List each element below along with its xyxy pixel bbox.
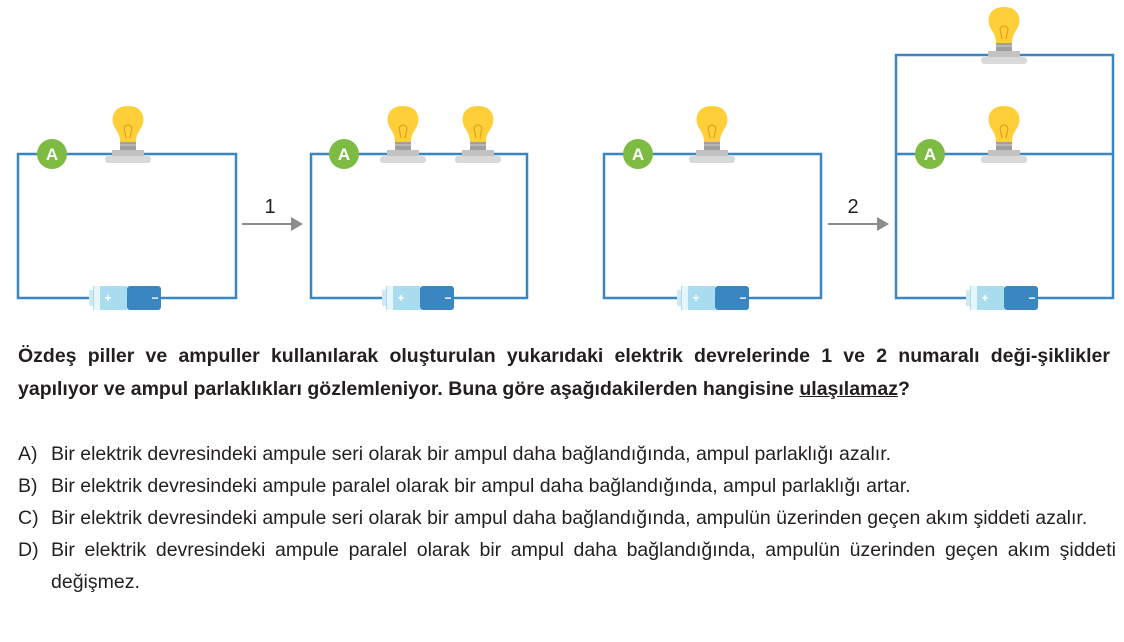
svg-text:+: + bbox=[692, 291, 700, 305]
svg-text:+: + bbox=[397, 291, 405, 305]
circuit-1 bbox=[18, 106, 236, 310]
option-letter: C) bbox=[18, 507, 39, 529]
battery-icon bbox=[89, 286, 161, 310]
battery-icon bbox=[966, 286, 1038, 310]
svg-text:A: A bbox=[337, 145, 351, 164]
question-text: Özdeş piller ve ampuller kullanılarak oluşturulan yukarıdaki elektrik devrelerinde 1 ve 2 numaralı deği-şiklikler yapılıyor ve ampul parlaklıkları gözlemleniyor. Buna göre aşağıdakilerden hangisine bbox=[18, 345, 1110, 400]
arrow-2-label: 2 bbox=[847, 196, 859, 218]
circuit-4 bbox=[896, 7, 1113, 310]
circuit-2 bbox=[311, 106, 527, 310]
question-underlined-word: ulaşılamaz bbox=[799, 378, 898, 400]
arrow-right-icon bbox=[242, 196, 303, 231]
svg-text:−: − bbox=[444, 291, 452, 305]
option-text: Bir elektrik devresindeki ampule seri olarak bir ampul daha bağlandığında, ampul parlaklığı azalır. bbox=[51, 443, 892, 465]
option-a[interactable] bbox=[18, 438, 1116, 470]
option-d[interactable] bbox=[18, 534, 1116, 598]
svg-text:−: − bbox=[1028, 291, 1036, 305]
svg-text:A: A bbox=[45, 145, 59, 164]
svg-text:−: − bbox=[151, 291, 159, 305]
battery-icon bbox=[382, 286, 454, 310]
option-c[interactable] bbox=[18, 502, 1116, 534]
option-b[interactable] bbox=[18, 470, 1116, 502]
svg-text:A: A bbox=[923, 145, 937, 164]
ammeter-icon bbox=[329, 139, 359, 169]
option-letter: B) bbox=[18, 475, 38, 497]
arrow-1-label: 1 bbox=[264, 196, 276, 218]
ammeter-icon bbox=[37, 139, 67, 169]
option-text: Bir elektrik devresindeki ampule paralel olarak bir ampul daha bağlandığında, ampulün üzerinden geçen akım şiddeti değişmez. bbox=[51, 539, 1116, 593]
ammeter-icon bbox=[915, 139, 945, 169]
arrow-right-icon bbox=[828, 196, 889, 231]
ammeter-icon bbox=[623, 139, 653, 169]
svg-text:−: − bbox=[739, 291, 747, 305]
option-text: Bir elektrik devresindeki ampule seri olarak bir ampul daha bağlandığında, ampulün üzerinden geçen akım şiddeti azalır. bbox=[51, 507, 1088, 529]
svg-text:+: + bbox=[981, 291, 989, 305]
question-mark: ? bbox=[898, 378, 910, 400]
circuit-figure bbox=[0, 0, 1124, 320]
option-text: Bir elektrik devresindeki ampule paralel olarak bir ampul daha bağlandığında, ampul parlaklığı artar. bbox=[51, 475, 911, 497]
battery-icon bbox=[677, 286, 749, 310]
circuit-3 bbox=[604, 106, 821, 310]
question-stem bbox=[18, 340, 1110, 406]
svg-text:A: A bbox=[631, 145, 645, 164]
svg-text:+: + bbox=[104, 291, 112, 305]
answer-options bbox=[18, 438, 1116, 598]
option-letter: A) bbox=[18, 443, 38, 465]
option-letter: D) bbox=[18, 539, 39, 561]
